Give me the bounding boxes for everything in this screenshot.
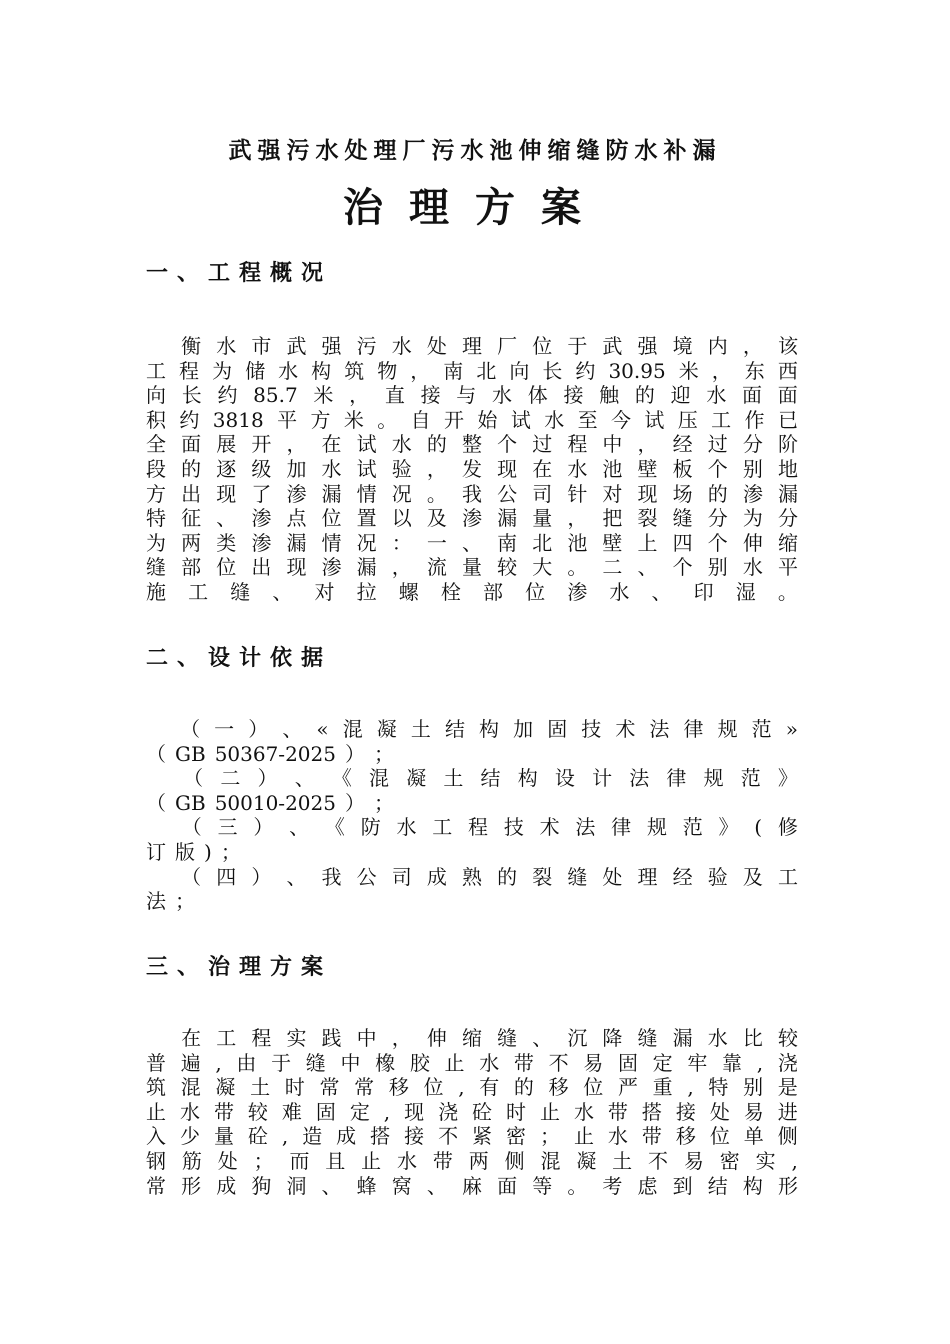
text-line: 缝 部 位 出 现 渗 漏 ， 流 量 较 大 。 二 、 个 别 水 平 xyxy=(146,555,798,580)
text-line: 普 遍 , 由 于 缝 中 橡 胶 止 水 带 不 易 固 定 牢 靠 , 浇 xyxy=(146,1050,798,1075)
text-line: （ 二 ） 、 《 混 凝 土 结 构 设 计 法 律 规 范 》 xyxy=(183,766,798,791)
text-line: 施 工 缝 、 对 拉 螺 栓 部 位 渗 水 、 印 湿 。 xyxy=(146,579,798,604)
text-line: 方 出 现 了 渗 漏 情 况 。 我 公 司 针 对 现 场 的 渗 漏 xyxy=(146,481,798,506)
text-line: 在 工 程 实 践 中 ， 伸 缩 缝 、 沉 降 缝 漏 水 比 较 xyxy=(181,1026,798,1050)
section-treatment-plan-body xyxy=(146,1026,798,1198)
text-line: （ GB 50367-2025 ） ； xyxy=(146,741,394,766)
section-design-basis-body xyxy=(146,717,798,914)
document-title-line2: 治理方案 xyxy=(343,185,607,231)
text-line: 积 约 3818 平 方 米 。 自 开 始 试 水 至 今 试 压 工 作 已 xyxy=(146,407,798,432)
section-heading-treatment-plan: 三、治理方案 xyxy=(146,955,333,980)
text-line: 法 ； xyxy=(146,889,195,914)
text-line: 段 的 逐 级 加 水 试 验 ， 发 现 在 水 池 壁 板 个 别 地 xyxy=(146,456,798,481)
section-heading-overview: 一、工程概况 xyxy=(146,261,333,286)
text-line: （ 三 ） 、 《 防 水 工 程 技 术 法 律 规 范 》 ( 修 xyxy=(181,815,798,840)
text-line: 向 长 约 85.7 米 ， 直 接 与 水 体 接 触 的 迎 水 面 面 xyxy=(146,383,798,408)
section-heading-design-basis: 二、设计依据 xyxy=(146,646,333,671)
text-line: 为 两 类 渗 漏 情 况 ： 一 、 南 北 池 壁 上 四 个 伸 缩 xyxy=(146,530,798,555)
text-line: （ 四 ） 、 我 公 司 成 熟 的 裂 缝 处 理 经 验 及 工 xyxy=(181,864,798,889)
text-line: 订 版 ) ； xyxy=(146,839,241,864)
text-line: 全 面 展 开 ， 在 试 水 的 整 个 过 程 中 ， 经 过 分 阶 xyxy=(146,432,798,457)
text-line: （ 一 ） 、 « 混 凝 土 结 构 加 固 技 术 法 律 规 范 » xyxy=(180,717,798,741)
text-line: 筑 混 凝 土 时 常 常 移 位 , 有 的 移 位 严 重 , 特 别 是 xyxy=(146,1075,798,1100)
text-line: 入 少 量 砼 , 造 成 搭 接 不 紧 密 ； 止 水 带 移 位 单 侧 xyxy=(146,1124,798,1149)
text-line: 常 形 成 狗 洞 、 蜂 窝 、 麻 面 等 。 考 虑 到 结 构 形 xyxy=(146,1173,798,1198)
text-line: 工 程 为 储 水 构 筑 物 ， 南 北 向 长 约 30.95 米 ， 东 西 xyxy=(146,358,798,383)
document-title-line1: 武强污水处理厂污水池伸缩缝防水补漏 xyxy=(228,138,722,164)
text-line: 特 征 、 渗 点 位 置 以 及 渗 漏 量 ， 把 裂 缝 分 为 分 xyxy=(146,506,798,531)
section-overview-body xyxy=(146,334,798,605)
text-line: （ GB 50010-2025 ） ； xyxy=(146,790,394,815)
text-line: 钢 筋 处 ； 而 且 止 水 带 两 侧 混 凝 土 不 易 密 实 , xyxy=(146,1148,798,1173)
text-line: 止 水 带 较 难 固 定 , 现 浇 砼 时 止 水 带 搭 接 处 易 进 xyxy=(146,1099,798,1124)
text-line: 衡 水 市 武 强 污 水 处 理 厂 位 于 武 强 境 内 ， 该 xyxy=(181,334,798,358)
